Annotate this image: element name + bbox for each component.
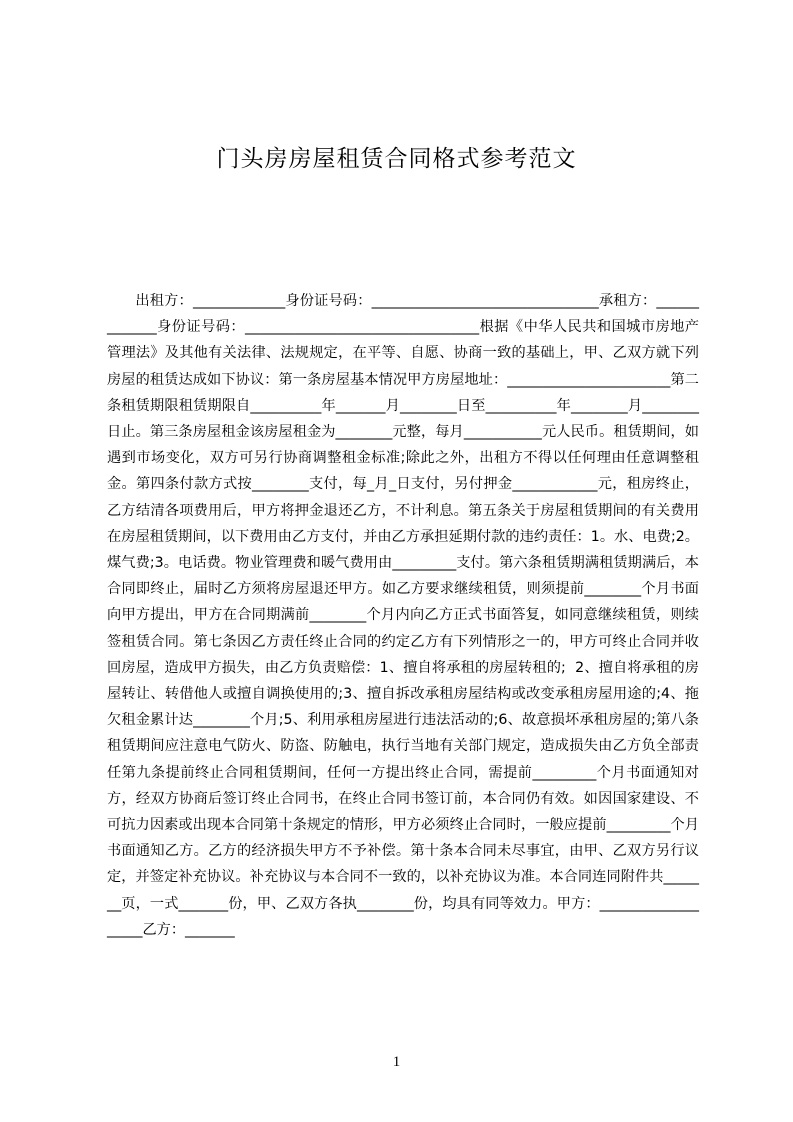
page-number: 1 <box>392 1054 401 1070</box>
contract-body-paragraph: 出租方：_____________身份证号码：________________________________承租方：_____________身份证号码：_________________________________根据《中华人民共和国城市房地产管理法》及其他有关法律、法规规定，在平等、自愿、协商一致的基础上，甲、乙双方就下列房屋的租赁达成如下协议：第一条房屋基本情况甲方房屋地址：_______________________第二条租赁期限租赁期限自__________年_______月________日至__________年________月________日止。第三条房屋租金该房屋租金为________元整，每月___________元人民币。租赁期间，如遇到市场变化，双方可另行协商调整租金标准;除此之外，出租方不得以任何理由任意调整租金。第四条付款方式按________支付，每_月_日支付，另付押金____________元，租房终止，乙方结清各项费用后，甲方将押金退还乙方，不计利息。第五条关于房屋租赁期间的有关费用在房屋租赁期间，以下费用由乙方支付，并由乙方承担延期付款的违约责任：1。水、电费;2。煤气费;3。电话费。物业管理费和暖气费用由_________支付。第六条租赁期满租赁期满后，本合同即终止，届时乙方须将房屋退还甲方。如乙方要求继续租赁，则须提前________个月书面向甲方提出，甲方在合同期满前________个月内向乙方正式书面答复，如同意继续租赁，则续签租赁合同。第七条因乙方责任终止合同的约定乙方有下列情形之一的，甲方可终止合同并收回房屋，造成甲方损失，由乙方负责赔偿：1、擅自将承租的房屋转租的; 2、擅自将承租的房屋转让、转借他人或擅自调换使用的;3、擅自拆改承租房屋结构或改变承租房屋用途的;4、拖欠租金累计达________个月;5、利用承租房屋进行违法活动的;6、故意损坏承租房屋的;第八条租赁期间应注意电气防火、防盗、防触电，执行当地有关部门规定，造成损失由乙方负全部责任第九条提前终止合同租赁期间，任何一方提出终止合同，需提前_________个月书面通知对方，经双方协商后签订终止合同书，在终止合同书签订前，本合同仍有效。如因国家建设、不可抗力因素或出现本合同第十条规定的情形，甲方必须终止合同时，一般应提前_________个月书面通知乙方。乙方的经济损失甲方不予补偿。第十条本合同未尽事宜，由甲、乙双方另行议定，并签定补充协议。补充协议与本合同不一致的，以补充协议为准。本合同连同附件共_______页，一式_______份，甲、乙双方各执________份，均具有同等效力。甲方：___________________乙方：_______ <box>107 293 699 938</box>
document-title: 门头房房屋租赁合同格式参考范文 <box>216 146 577 172</box>
